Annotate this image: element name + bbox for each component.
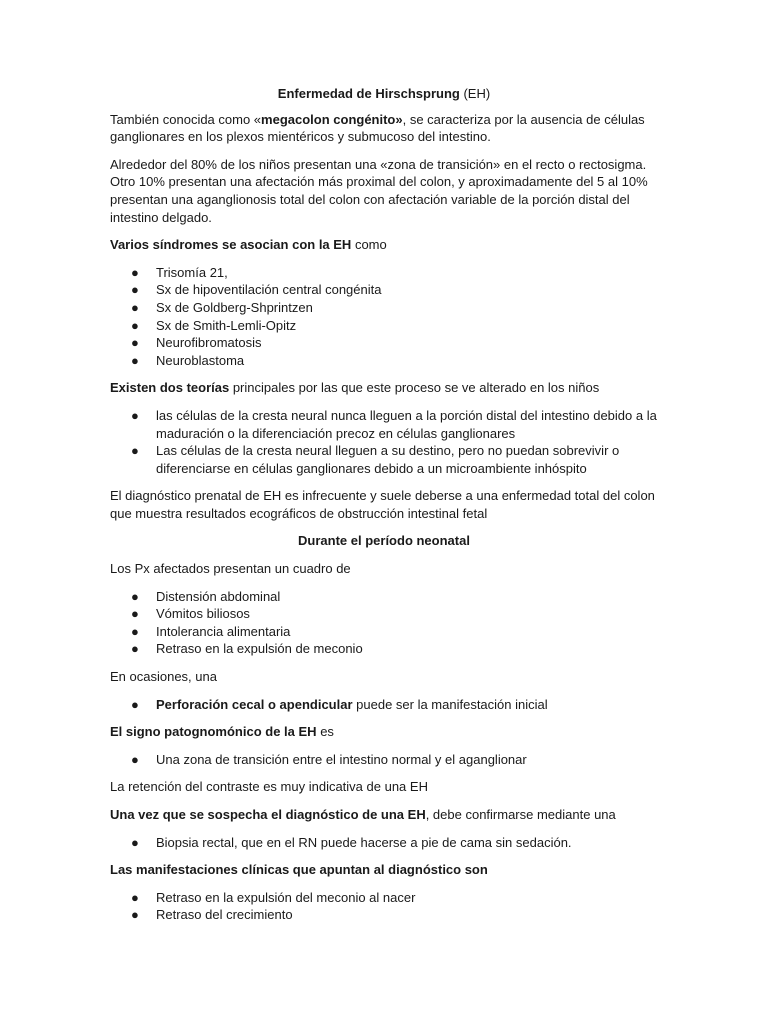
theories-heading-bold: Existen dos teorías xyxy=(110,380,230,396)
bullet-icon: ● xyxy=(131,641,139,657)
suspicion-list xyxy=(110,834,658,852)
transition-paragraph: Alrededor del 80% de los niños presentan una «zona de transición» en el recto o rectosigma. Otro 10% presentan una afectación más proximal del colon, y aproximadamente del 5 al 10% presentan una aganglionosis total del colon con afectación variable de la porción distal del intestino delgado. xyxy=(110,156,648,225)
perforation-list xyxy=(110,696,658,714)
bullet-icon: ● xyxy=(131,623,139,639)
list-item-text: Vómitos biliosos xyxy=(156,606,250,622)
bullet-icon: ● xyxy=(131,588,139,604)
neonatal-heading xyxy=(110,532,658,550)
theories-list xyxy=(110,407,658,477)
bullet-icon: ● xyxy=(131,443,139,459)
list-item xyxy=(110,317,658,335)
sign-list xyxy=(110,751,658,769)
list-item-text: Biopsia rectal, que en el RN puede hacerse a pie de cama sin sedación. xyxy=(156,834,572,850)
list-item xyxy=(110,299,658,317)
syndromes-heading-rest: como xyxy=(351,237,387,253)
sign-heading-bold: El signo patognomónico de la EH xyxy=(110,724,317,740)
list-item-text: Sx de Goldberg-Shprintzen xyxy=(156,299,313,315)
sign-heading-rest: es xyxy=(316,724,334,740)
list-item-text: Retraso del crecimiento xyxy=(156,907,293,923)
intro-pre: También conocida como « xyxy=(110,111,262,127)
occasions-paragraph: En ocasiones, una xyxy=(110,669,217,685)
list-item-text: Sx de hipoventilación central congénita xyxy=(156,282,382,298)
intro-paragraph xyxy=(110,111,658,146)
bullet-icon: ● xyxy=(131,264,139,280)
prenatal-paragraph: El diagnóstico prenatal de EH es infrecuente y suele deberse a una enfermedad total del colon que muestra resultados ecográficos de obstrucción intestinal fetal xyxy=(110,488,655,521)
list-item-text: Las células de la cresta neural lleguen a su destino, pero no puedan sobrevivir o diferenciarse en células ganglionares debido a un microambiente inhóspito xyxy=(156,443,620,476)
syndromes-list xyxy=(110,264,658,370)
list-item-text: las células de la cresta neural nunca lleguen a la porción distal del intestino debido a la maduración o la diferenciación precoz en células ganglionares xyxy=(156,407,657,441)
syndromes-heading xyxy=(110,236,658,254)
bullet-icon: ● xyxy=(131,299,139,315)
doc-title-bold: Enfermedad de Hirschsprung xyxy=(277,86,460,101)
list-item-text: Distensión abdominal xyxy=(156,588,281,604)
bullet-icon: ● xyxy=(131,751,139,767)
bullet-icon: ● xyxy=(131,606,139,622)
perforation-rest: puede ser la manifestación inicial xyxy=(352,696,548,712)
syndromes-heading-bold: Varios síndromes se asocian con la EH xyxy=(110,237,352,253)
list-item-text: Retraso en la expulsión del meconio al nacer xyxy=(156,889,416,905)
list-item-text: Neurofibromatosis xyxy=(156,335,262,351)
list-item-text: Trisomía 21, xyxy=(156,264,228,280)
list-item-text: Sx de Smith-Lemli-Opitz xyxy=(156,317,297,333)
list-item xyxy=(110,605,658,623)
suspicion-heading xyxy=(110,806,658,824)
bullet-icon: ● xyxy=(131,407,139,423)
list-item xyxy=(110,334,658,352)
list-item-text: Una zona de transición entre el intestino normal y el aganglionar xyxy=(156,751,527,767)
bullet-icon: ● xyxy=(131,907,139,923)
neonatal-heading-bold: Durante el período neonatal xyxy=(298,533,470,549)
clinical-heading xyxy=(110,861,658,879)
clinical-list xyxy=(110,889,658,924)
list-item xyxy=(110,588,658,606)
bullet-icon: ● xyxy=(131,335,139,351)
doc-title-rest: (EH) xyxy=(459,86,491,101)
intro-bold: megacolon congénito» xyxy=(261,111,403,127)
sign-heading xyxy=(110,723,658,741)
bullet-icon: ● xyxy=(131,834,139,850)
list-item xyxy=(110,640,658,658)
bullet-icon: ● xyxy=(131,282,139,298)
doc-title xyxy=(110,85,658,103)
intro-post: , se caracteriza por la ausencia de células ganglionares en los plexos mientéricos y submucoso del intestino. xyxy=(110,111,645,145)
theories-heading xyxy=(110,379,658,397)
list-item-text: Retraso en la expulsión de meconio xyxy=(156,641,363,657)
contrast-paragraph: La retención del contraste es muy indicativa de una EH xyxy=(110,779,428,795)
list-item xyxy=(110,407,658,442)
list-item xyxy=(110,623,658,641)
list-item xyxy=(110,906,658,924)
list-item xyxy=(110,264,658,282)
suspicion-heading-rest: , debe confirmarse mediante una xyxy=(425,807,616,822)
perforation-bold: Perforación cecal o apendicular xyxy=(156,696,353,712)
neonatal-intro: Los Px afectados presentan un cuadro de xyxy=(110,561,351,577)
list-item xyxy=(110,751,658,769)
list-item xyxy=(110,889,658,907)
bullet-icon: ● xyxy=(131,889,139,905)
list-item xyxy=(110,281,658,299)
list-item xyxy=(110,442,658,477)
list-item-text: Neuroblastoma xyxy=(156,352,245,368)
list-item xyxy=(110,834,658,852)
bullet-icon: ● xyxy=(131,317,139,333)
list-item xyxy=(110,352,658,370)
clinical-heading-bold: Las manifestaciones clínicas que apuntan al diagnóstico son xyxy=(110,862,488,878)
theories-heading-rest: principales por las que este proceso se ve alterado en los niños xyxy=(229,380,600,396)
list-item-text: Intolerancia alimentaria xyxy=(156,623,291,639)
suspicion-heading-bold: Una vez que se sospecha el diagnóstico de una EH xyxy=(110,807,426,822)
list-item xyxy=(110,696,658,714)
bullet-icon: ● xyxy=(131,696,139,712)
bullet-icon: ● xyxy=(131,352,139,368)
neonatal-list xyxy=(110,588,658,658)
